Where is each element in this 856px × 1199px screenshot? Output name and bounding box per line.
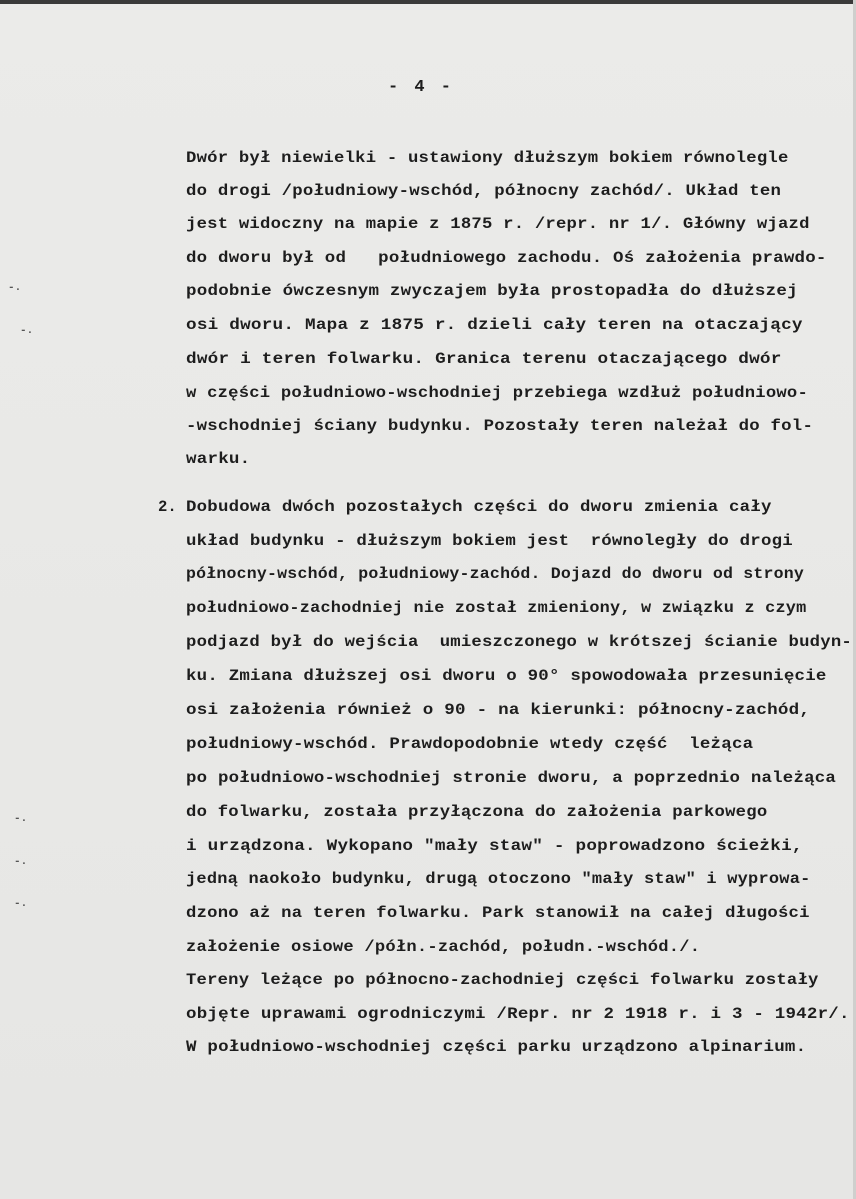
margin-tick-mark: -. xyxy=(20,325,34,337)
item-number-2: 2. xyxy=(158,498,177,516)
text-line: osi dworu. Mapa z 1875 r. dzieli cały teren na otaczający xyxy=(186,316,803,334)
text-line: ku. Zmiana dłuższej osi dworu o 90° spowodowała przesunięcie xyxy=(186,667,827,685)
text-line: osi założenia również o 90 - na kierunki: północny-zachód, xyxy=(186,701,811,719)
margin-tick-mark: -. xyxy=(8,282,22,294)
text-line: Dobudowa dwóch pozostałych części do dworu zmienia cały xyxy=(186,498,772,516)
text-line: dwór i teren folwarku. Granica terenu otaczającego dwór xyxy=(186,350,782,368)
text-line: jedną naokoło budynku, drugą otoczono "mały staw" i wyprowa- xyxy=(186,870,811,888)
text-line: podobnie ówczesnym zwyczajem była prostopadła do dłuższej xyxy=(186,282,798,300)
text-line: do folwarku, została przyłączona do założenia parkowego xyxy=(186,803,768,821)
margin-tick-mark: -. xyxy=(14,898,28,910)
scan-top-edge xyxy=(0,0,856,4)
text-line: -wschodniej ściany budynku. Pozostały teren należał do fol- xyxy=(186,417,814,435)
text-line: założenie osiowe /półn.-zachód, połudn.-wschód./. xyxy=(186,938,701,956)
text-line: podjazd był do wejścia umieszczonego w krótszej ścianie budyn- xyxy=(186,633,852,651)
text-line: po południowo-wschodniej stronie dworu, a poprzednio należąca xyxy=(186,769,837,787)
text-line: W południowo-wschodniej części parku urządzono alpinarium. xyxy=(186,1038,807,1056)
text-line: jest widoczny na mapie z 1875 r. /repr. nr 1/. Główny wjazd xyxy=(186,215,810,233)
page-number: - 4 - xyxy=(388,78,455,97)
text-line: w części południowo-wschodniej przebiega wzdłuż południowo- xyxy=(186,384,809,402)
text-line: dzono aż na teren folwarku. Park stanowił na całej długości xyxy=(186,904,810,922)
text-line: objęte uprawami ogrodniczymi /Repr. nr 2 1918 r. i 3 - 1942r/. xyxy=(186,1005,850,1023)
text-line: Dwór był niewielki - ustawiony dłuższym bokiem równolegle xyxy=(186,149,789,167)
text-line: południowy-wschód. Prawdopodobnie wtedy część leżąca xyxy=(186,735,754,753)
text-line: i urządzona. Wykopano "mały staw" - poprowadzono ścieżki, xyxy=(186,837,803,855)
margin-tick-mark: -. xyxy=(14,856,28,868)
margin-tick-mark: -. xyxy=(14,813,28,825)
text-line: do dworu był od południowego zachodu. Oś założenia prawdo- xyxy=(186,249,827,267)
text-line: południowo-zachodniej nie został zmieniony, w związku z czym xyxy=(186,599,807,617)
text-line: warku. xyxy=(186,450,251,468)
text-line: do drogi /południowy-wschód, północny zachód/. Układ ten xyxy=(186,182,782,200)
text-line: Tereny leżące po północno-zachodniej części folwarku zostały xyxy=(186,971,819,989)
text-line: układ budynku - dłuższym bokiem jest równoległy do drogi xyxy=(186,532,793,550)
text-line: północny-wschód, południowy-zachód. Dojazd do dworu od strony xyxy=(186,565,805,583)
